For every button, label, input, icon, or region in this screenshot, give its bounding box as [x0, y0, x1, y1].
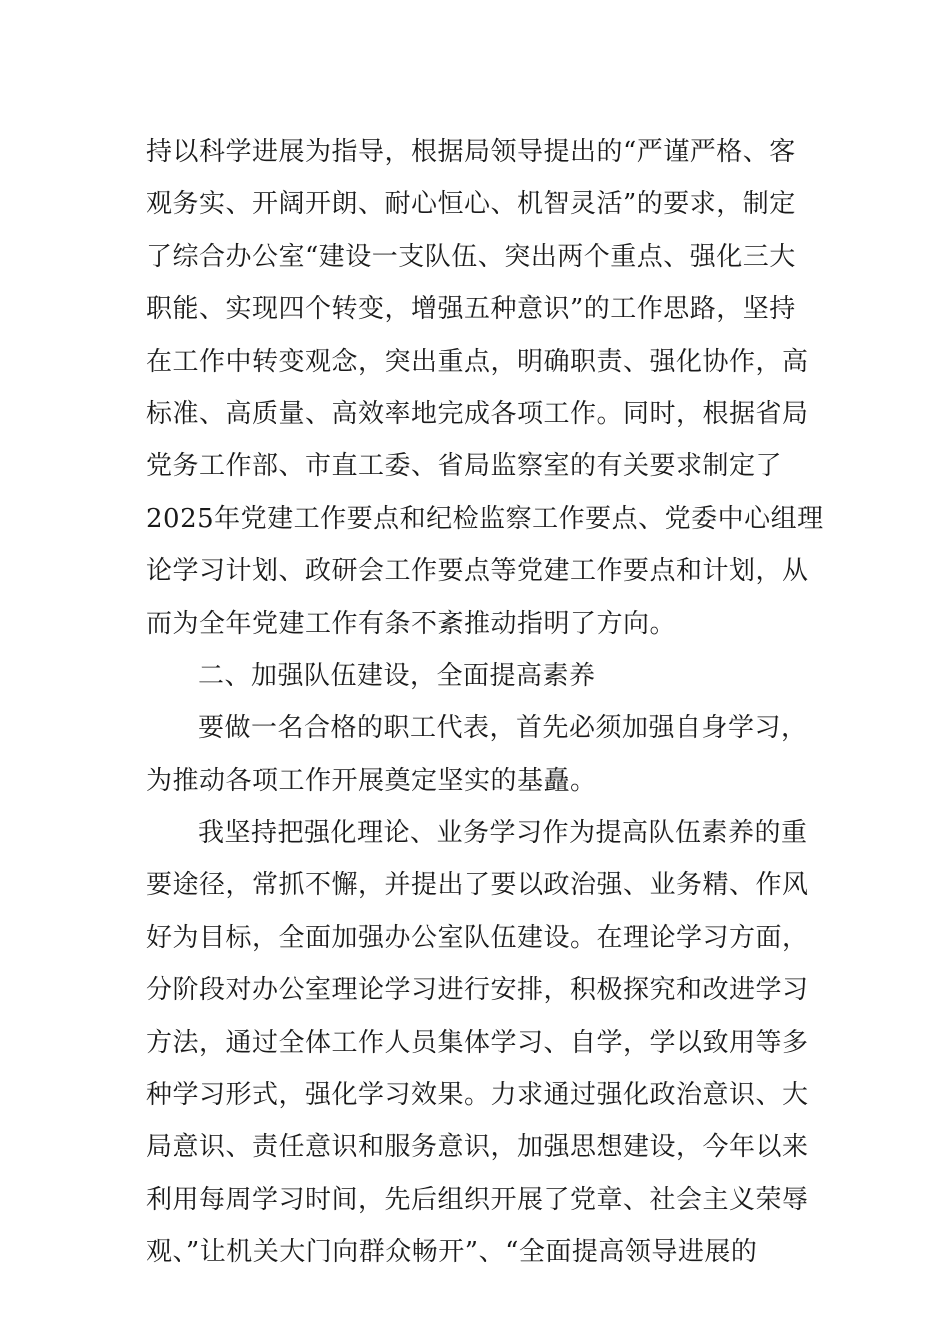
text-line: 持以科学进展为指导，根据局领导提出的“严谨严格、客 [146, 137, 796, 167]
text-line: 了综合办公室“建设一支队伍、突出两个重点、强化三大 [146, 241, 796, 272]
text-line: 要途径，常抓不懈，并提出了要以政治强、业务精、作风 [146, 870, 809, 901]
text-line: 分阶段对办公室理论学习进行安排，积极探究和改进学习 [146, 975, 809, 1006]
text-line: 观、”让机关大门向群众畅开”、“全面提高领导进展的 [146, 1237, 758, 1268]
text-line: 职能、实现四个转变，增强五种意识”的工作思路，坚持 [146, 294, 796, 325]
text-line: 我坚持把强化理论、业务学习作为提高队伍素养的重 [198, 818, 808, 849]
body-text [146, 126, 824, 1279]
text-line: 要做一名合格的职工代表，首先必须加强自身学习， [198, 713, 808, 744]
text-line: 为推动各项工作开展奠定坚实的基矗。 [146, 765, 597, 796]
text-line: 方法，通过全体工作人员集体学习、自学，学以致用等多 [146, 1027, 809, 1058]
text-line: 利用每周学习时间，先后组织开展了党章、社会主义荣辱 [146, 1184, 809, 1215]
text-line: 观务实、开阔开朗、耐心恒心、机智灵活”的要求，制定 [146, 189, 796, 220]
text-line: 在工作中转变观念，突出重点，明确职责、强化协作，高 [146, 346, 809, 377]
text-line: 党务工作部、市直工委、省局监察室的有关要求制定了 [146, 451, 783, 482]
text-line: 好为目标，全面加强办公室队伍建设。在理论学习方面， [146, 922, 809, 953]
text-line: 而为全年党建工作有条不紊推动指明了方向。 [146, 608, 677, 639]
text-line: 2025年党建工作要点和纪检监察工作要点、党委中心组理 [146, 503, 824, 534]
text-line: 种学习形式，强化学习效果。力求通过强化政治意识、大 [146, 1080, 809, 1111]
text-line: 局意识、责任意识和服务意识，加强思想建设，今年以来 [146, 1132, 809, 1163]
section-heading: 二、加强队伍建设，全面提高素养 [198, 660, 596, 691]
text-line: 标准、高质量、高效率地完成各项工作。同时，根据省局 [146, 398, 809, 429]
text-line: 论学习计划、政研会工作要点等党建工作要点和计划，从 [146, 556, 809, 587]
